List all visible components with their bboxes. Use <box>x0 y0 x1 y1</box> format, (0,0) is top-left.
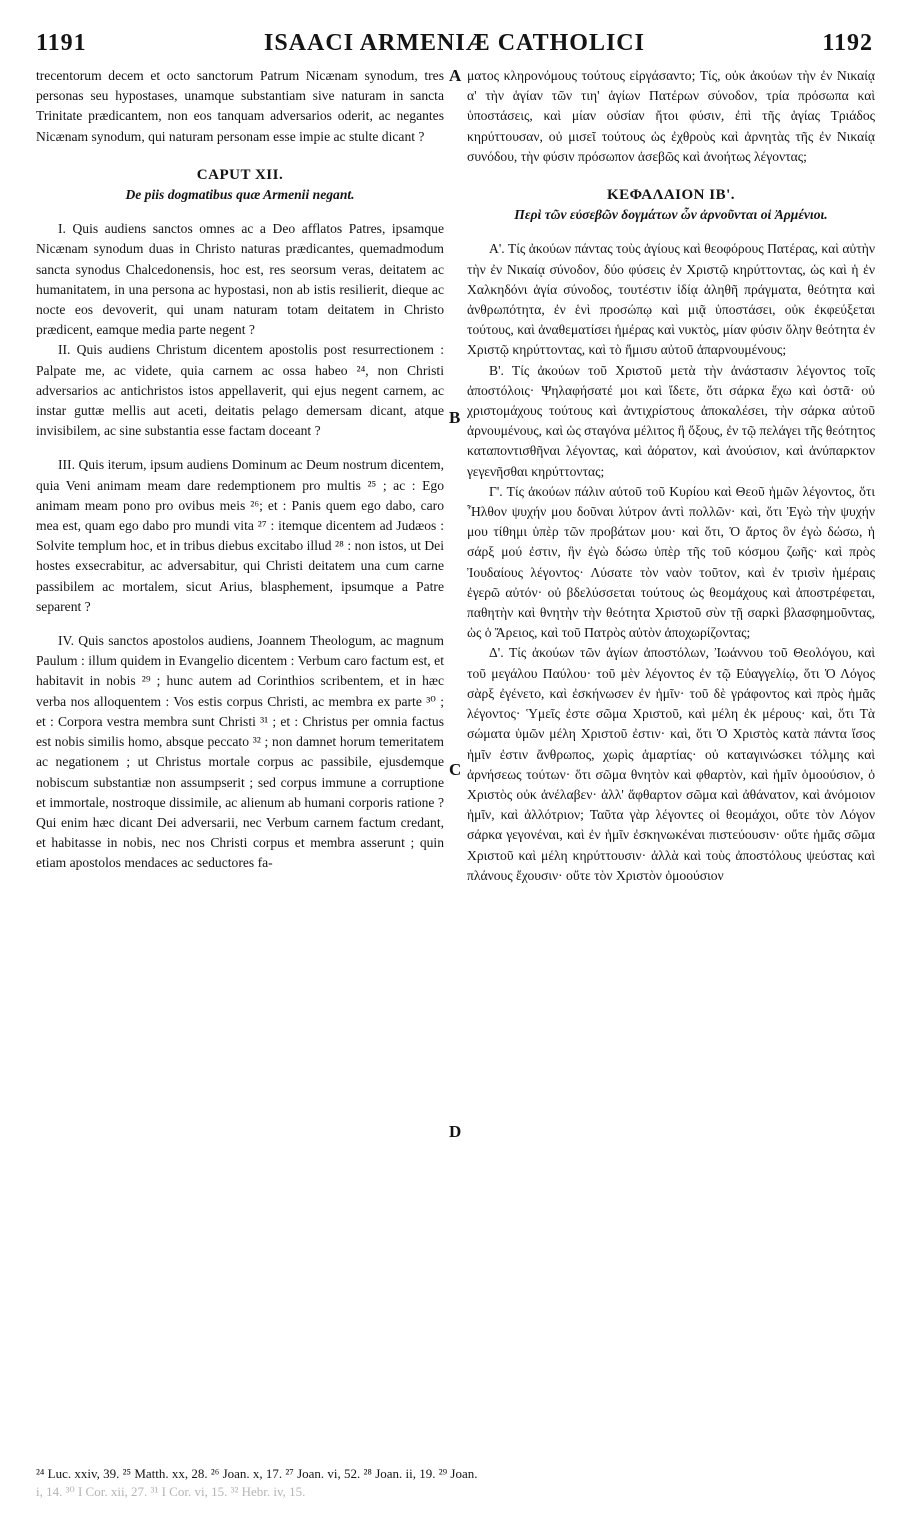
latin-paragraph-3: III. Quis iterum, ipsum audiens Dominum ac Deum nostrum dicentem, quia Veni animam meam dare redemptionem pro multis ²⁵ ; ac : Ego animam meam pono pro ovibus meis ²⁶; et : Panis quem ego dabo, caro mea est, quam ego dabo pro mundi vita ²⁷ : itemque dicentem ad Judæos : Solvite templum hoc, et in tribus diebus excitabo illud ²⁸ : non istos, ut Dei hostes exsecrabitur, ac adversabitur, qui Christi deitatem una cum carne passibilem ac mortalem, sicut Arius, blasphement, ipsumque a Patre separent ? <box>36 457 444 614</box>
margin-letter-b: B <box>449 408 461 427</box>
latin-paragraph-2: II. Quis audiens Christum dicentem apostolis post resurrectionem : Palpate me, ac videte, quia carnem ac ossa habeo ²⁴, non Christi adversarios ac antichristos istos appellaverit, qui ejus negent carnem, ac instar guttæ mellis aut aceti, deitatis pelago demersam dicant, atque invisibilem, ac sine substantia esse factam doceant ? <box>36 342 444 439</box>
latin-column <box>36 66 444 874</box>
footnote-line-2: i, 14. ³⁰ I Cor. xii, 27. ³¹ I Cor. vi, 15. ³² Hebr. iv, 15. <box>36 1484 306 1499</box>
greek-chapter-heading: ΚΕΦΑΛΑΙΟΝ ΙΒ'. <box>606 187 736 204</box>
page-number-right: 1192 <box>822 30 873 56</box>
latin-paragraph-1: I. Quis audiens sanctos omnes ac a Deo afflatos Patres, ipsamque Nicænam synodum duas in Christo naturas prædicantes, quemadmodum sancta synodus Chalcedonensis, hoc est, res seorsum veras, deitatem ac humanitatem, in una persona ac hypostasi, non ab istis resilierit, dieque ac nocte eos devoverit, qui unam naturam totam deitatem in Christo prædicent, eamque media parte negent ? <box>36 221 444 338</box>
greek-paragraph-1: Α'. Τίς ἀκούων πάντας τοὺς ἁγίους καὶ θεοφόρους Πατέρας, καὶ αὐτὴν τὴν ἐν Νικαίᾳ σύνοδον, δύο φύσεις ἐν Χριστῷ κηρύττοντας, ὡς καὶ ἡ ἐν Χαλκηδόνι ἁγία σύνοδος, τουτέστιν ἰδίᾳ ἀληθῆ πράγματα, θεότητα καὶ ἀνθρωπότητα, ἐν ἑνὶ προσώπῳ καὶ μιᾷ ὑποστάσει, οὐκ ἐκφεύξεται τούτους, καὶ ἀναθεματίσει ἡμέρας καὶ νυκτὸς, μίαν φύσιν ὅλην θεότητα ἐν Χριστῷ κηρύττοντας, καὶ τὸ ἥμισυ αὐτοῦ ἀπαρνουμένους; <box>467 241 875 358</box>
greek-paragraph-4: Δ'. Τίς ἀκούων τῶν ἁγίων ἀποστόλων, Ἰωάννου τοῦ Θεολόγου, καὶ τοῦ μεγάλου Παύλου· τοῦ μὲν λέγοντος ἐν τῷ Εὐαγγελίῳ, ὅτι Ὁ Λόγος σὰρξ ἐγένετο, καὶ ἐσκήνωσεν ἐν ἡμῖν· τοῦ δὲ γράφοντος καὶ πρὸς ἡμᾶς λέγοντος· Ὑμεῖς ἐστε σῶμα Χριστοῦ, καὶ μέλη ἐκ μέρους· καὶ, ὅτι Τὰ σώματα ὑμῶν μέλη Χριστοῦ ἐστιν· καὶ, ὅτι Ὁ Χριστὸς κατὰ πάντα ἴσος ἡμῖν ἐστιν ἄνθρωπος, χωρὶς ἁμαρτίας· οὐ καταγινώσκει τόλμης καὶ ἀρνήσεως τούτων· ὅτι σῶμα θνητὸν καὶ φθαρτὸν, καὶ ἡμῖν ὁμοούσιον, ὁ Χριστὸς οὐκ ἀνέλαβεν· ἀλλ' ἄφθαρτον σῶμα καὶ ἀθάνατον, καὶ ἀνόμοιον ἡμῖν, καὶ ἀλλότριον; Ταῦτα γὰρ λέγοντες οἱ θεομάχοι, οὔτε τὸν Λόγον σάρκα γεγονέναι, καὶ ἐν ἡμῖν ἐσκηνωκέναι πιστεύουσιν· οὔτε ἡμᾶς σῶμα Χριστοῦ καὶ μέλη κηρύττουσιν· ἀλλὰ καὶ τοὺς ἀποστόλους ψεύστας καὶ πλάνους ἔχουσιν· οὔτε τὸν Χριστὸν ὁμοούσιον <box>467 645 875 883</box>
latin-intro-paragraph: trecentorum decem et octo sanctorum Patrum Nicænam synodum, tres personas seu hypostases, unamque substantiam sive naturam in sancta Trinitate prædicantem, non eos tanquam adversarios oderit, ac negantes Nicænam synodum, qui naturam personam esse impie ac stulte dicant ? <box>36 68 444 144</box>
greek-paragraph-3: Γ'. Τίς ἀκούων πάλιν αὐτοῦ τοῦ Κυρίου καὶ Θεοῦ ἡμῶν λέγοντος, ὅτι Ἦλθον ψυχήν μου δοῦναι λύτρον ἀντὶ πολλῶν· καὶ, ὅτι Ἐγὼ τὴν ψυχήν μου τίθημι ὑπὲρ τῶν προβάτων μου· καὶ ὅτι, Ὁ ἄρτος ὃν ἐγὼ δώσω, ἡ σάρξ μού ἐστιν, ἣν ἐγὼ δώσω ὑπὲρ τῆς τοῦ κόσμου ζωῆς· καὶ πρὸς Ἰουδαίους λέγοντος· Λύσατε τὸν ναὸν τοῦτον, καὶ ἐν τρισὶν ἡμέραις ἐγερῶ αὐτόν· οὐ βδελύσσεται τούτους ὡς θεομάχους καὶ ἀποστρέφεται, παθητὴν καὶ θνητὴν τὴν θεότητα Χριστοῦ σὺν τῇ σαρκὶ βλασφημοῦντας, ὡς ὁ Ἄρειος, καὶ τοῦ Πατρὸς αὐτὸν ἀποχωρίζοντας; <box>467 483 875 641</box>
greek-intro-paragraph: ματος κληρονόμους τούτους εἰργάσαντο; Τίς, οὐκ ἀκούων τὴν ἐν Νικαίᾳ α' τὴν ἁγίαν τῶν τιη' ἁγίων Πατέρων σύνοδον, τρία πρόσωπα καὶ ὑποστάσεις, καὶ μίαν οὐσίαν ἤτοι φύσιν, ἐπὶ τῆς ἁγίας Τριάδος κηρύττουσαν, οὐ μισεῖ τούτους ὡς ἐχθροὺς καὶ ἀρνητὰς τῆς ἐν Νικαίᾳ συνόδου, τὴν φύσιν πρόσωπον ἀσεβῶς καὶ ἀνοήτως λέγοντας; <box>467 68 875 164</box>
page-number-left: 1191 <box>36 30 87 56</box>
latin-chapter-heading: CAPUT XII. <box>196 166 284 183</box>
footnotes <box>36 1465 873 1501</box>
margin-letter-d: D <box>449 1122 462 1141</box>
page-header <box>36 30 873 64</box>
running-title: ISAACI ARMENIÆ CATHOLICI <box>264 30 645 56</box>
greek-column <box>467 66 875 886</box>
greek-paragraph-2: Β'. Τίς ἀκούων τοῦ Χριστοῦ μετὰ τὴν ἀνάστασιν λέγοντος τοῖς ἀποστόλοις· Ψηλαφήσατέ μοι καὶ ἴδετε, ὅτι σάρκα ἔχω καὶ ὀστᾶ· οὐ χριστομάχους τούτους καὶ ἀντιχρίστους ἀποκαλέσει, τὴν σάρκα αὐτοῦ ἀρνουμένους, καὶ ὡς σταγόνα μέλιτος ἢ ὄξους, ἐν τῷ πελάγει τῆς θεότητος καταποντισθῆναι λέγοντας, καὶ ἀόρατον, καὶ ἀνούσιον, καὶ ἀνύπαρκτον γεγενῆσθαι κηρύττοντας; <box>467 362 875 479</box>
footnote-line-1: ²⁴ Luc. xxiv, 39. ²⁵ Matth. xx, 28. ²⁶ Joan. x, 17. ²⁷ Joan. vi, 52. ²⁸ Joan. ii, 19. ²⁹ Joan. <box>36 1466 478 1481</box>
latin-paragraph-4: IV. Quis sanctos apostolos audiens, Joannem Theologum, ac magnum Paulum : illum quidem in Evangelio dicentem : Verbum caro factum est, et habitavit in nobis ²⁹ ; hunc autem ad Corinthios scribentem, et in hæc verba nos alloquentem : Vos estis corpus Christi, ac membra ex parte ³⁰ ; et : Corpora vestra membra sunt Christi ³¹ ; et : Christus per omnia factus est nobis similis homo, absque peccato ³² ; non damnet horum temeritatem ac negationem ; ut Christus mortale corpus ac passibile, ejusdemque nobiscum substantiæ non assumpserit ; sed corpus immune a corruptione et immortale, nostroque dissimile, ac alienum ab humani corporis ratione ? Qui enim hæc dicant Dei adversarii, nec Verbum carnem factum credant, et habitasse in nobis, nec nos Christi corpus et membra asserunt ; quin etiam apostolos mendaces ac seductores fa- <box>36 633 444 871</box>
greek-chapter-subtitle: Περὶ τῶν εὐσεβῶν δογμάτων ὧν ἀρνοῦνται οἱ Ἀρμένιοι. <box>514 207 828 223</box>
margin-letter-c: C <box>449 760 462 779</box>
margin-letter-a: A <box>449 66 462 85</box>
latin-chapter-subtitle: De piis dogmatibus quæ Armenii negant. <box>125 187 355 203</box>
